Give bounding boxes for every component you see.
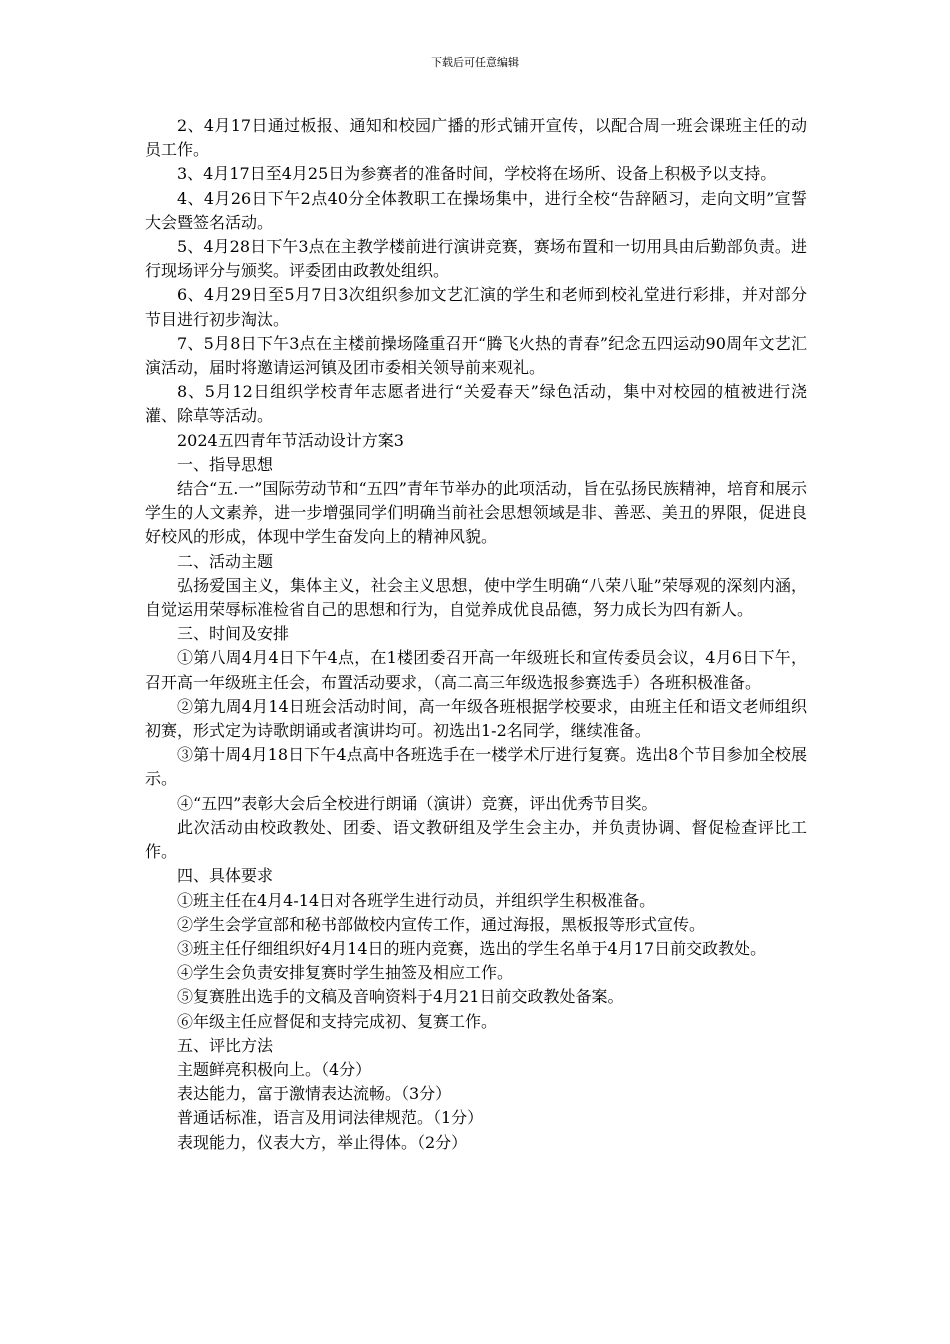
paragraph: ③班主任仔细组织好4月14日的班内竞赛，选出的学生名单于4月17日前交政教处。 xyxy=(177,938,767,958)
paragraph: 8、5月12日组织学校青年志愿者进行“关爱春天”绿色活动，集中对校园的植被进行浇灌、除草等活动。 xyxy=(145,382,807,426)
paragraph: 主题鲜亮积极向上。（4分） xyxy=(177,1059,372,1079)
section-title: 2024五四青年节活动设计方案3 xyxy=(177,430,404,450)
section-heading: 一、指导思想 xyxy=(177,454,274,474)
document-body xyxy=(145,114,807,1155)
paragraph: 5、4月28日下午3点在主教学楼前进行演讲竞赛，赛场布置和一切用具由后勤部负责。进行现场评分与颁奖。评委团由政教处组织。 xyxy=(145,237,807,281)
page-header-note: 下载后可任意编辑 xyxy=(431,56,519,69)
paragraph: 4、4月26日下午2点40分全体教职工在操场集中，进行全校“告辞陋习，走向文明”宣誓大会暨签名活动。 xyxy=(145,188,807,232)
paragraph: ⑥年级主任应督促和支持完成初、复赛工作。 xyxy=(177,1011,498,1031)
paragraph: ⑤复赛胜出选手的文稿及音响资料于4月21日前交政教处备案。 xyxy=(177,987,624,1007)
paragraph: ④学生会负责安排复赛时学生抽签及相应工作。 xyxy=(177,963,514,983)
section-heading: 五、评比方法 xyxy=(177,1035,274,1055)
paragraph: ②第九周4月14日班会活动时间，高一年级各班根据学校要求，由班主任和语文老师组织初赛，形式定为诗歌朗诵或者演讲均可。初选出1-2名同学，继续准备。 xyxy=(145,696,807,741)
paragraph: 3、4月17日至4月25日为参赛者的准备时间，学校将在场所、设备上积极予以支持。 xyxy=(177,164,777,184)
paragraph: 7、5月8日下午3点在主楼前操场隆重召开“腾飞火热的青春”纪念五四运动90周年文艺汇演活动，届时将邀请运河镇及团市委相关领导前来观礼。 xyxy=(145,333,807,378)
section-heading: 三、时间及安排 xyxy=(177,624,290,644)
paragraph: 此次活动由校政教处、团委、语文教研组及学生会主办，并负责协调、督促检查评比工作。 xyxy=(145,817,807,862)
paragraph: ①班主任在4月4-14日对各班学生进行动员，并组织学生积极准备。 xyxy=(177,890,656,910)
paragraph: 表现能力，仪表大方，举止得体。（2分） xyxy=(177,1132,468,1152)
paragraph: 弘扬爱国主义，集体主义，社会主义思想，使中学生明确“八荣八耻”荣辱观的深刻内涵，自觉运用荣辱标准检省自己的思想和行为，自觉养成优良品德，努力成长为四有新人。 xyxy=(145,575,807,620)
section-heading: 二、活动主题 xyxy=(177,551,274,571)
paragraph: 2、4月17日通过板报、通知和校园广播的形式铺开宣传，以配合周一班会课班主任的动员工作。 xyxy=(145,116,807,160)
paragraph: 6、4月29日至5月7日3次组织参加文艺汇演的学生和老师到校礼堂进行彩排，并对部分节目进行初步淘汰。 xyxy=(145,285,807,329)
paragraph: ③第十周4月18日下午4点高中各班选手在一楼学术厅进行复赛。选出8个节目参加全校展示。 xyxy=(145,745,807,789)
section-heading: 四、具体要求 xyxy=(177,866,274,886)
paragraph: 表达能力，富于激情表达流畅。（3分） xyxy=(177,1084,452,1104)
paragraph: ④“五四”表彰大会后全校进行朗诵（演讲）竞赛，评出优秀节目奖。 xyxy=(177,793,658,813)
paragraph: ②学生会学宣部和秘书部做校内宣传工作，通过海报，黑板报等形式宣传。 xyxy=(177,914,706,934)
paragraph: 普通话标准，语言及用词法律规范。（1分） xyxy=(177,1108,484,1128)
paragraph: ①第八周4月4日下午4点，在1楼团委召开高一年级班长和宣传委员会议，4月6日下午，召开高一年级班主任会，布置活动要求，（高二高三年级选报参赛选手）各班积极准备。 xyxy=(145,648,807,692)
paragraph: 结合“五.一”国际劳动节和“五四”青年节举办的此项活动，旨在弘扬民族精神，培育和展示学生的人文素养，进一步增强同学们明确当前社会思想领域是非、善恶、美丑的界限，促进良好校风的形成，体现中学生奋发向上的精神风貌。 xyxy=(145,479,807,547)
